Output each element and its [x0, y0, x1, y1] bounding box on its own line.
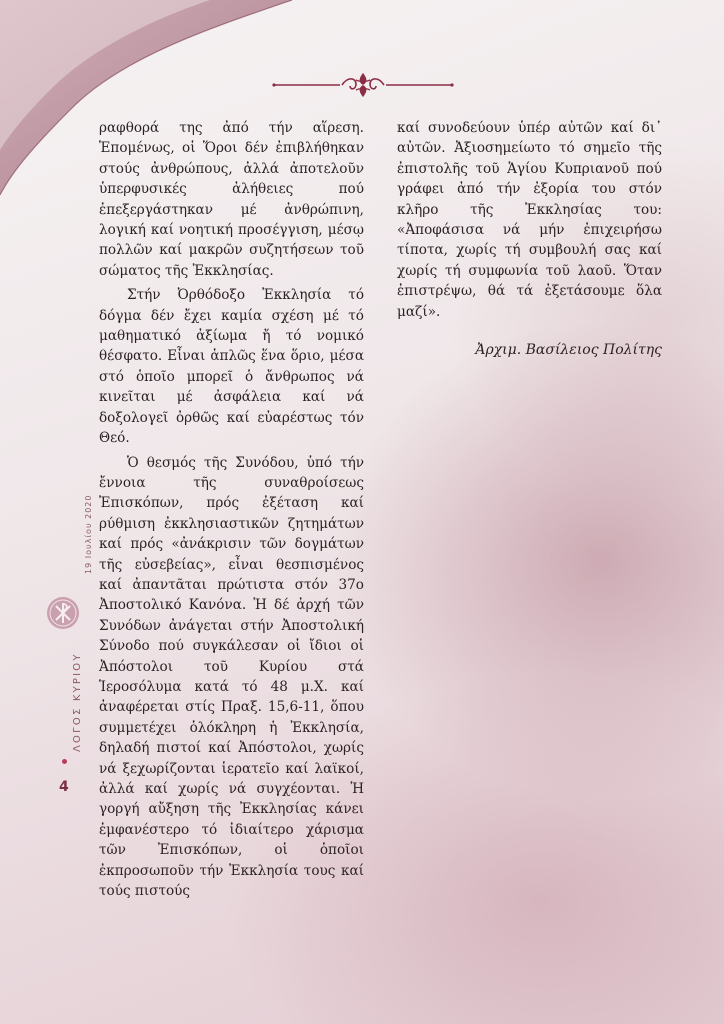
paragraph: Στήν Ὀρθόδοξο Ἐκκλησία τό δόγμα δέν ἔχει καμία σχέση μέ τό μαθηματικό ἀξίωμα ἤ τό νομικό θέσφατο. Εἶναι ἁπλῶς ἕνα ὅριο, μέσα στό ὁποῖο μπορεῖ ὁ ἄνθρωπος νά κινεῖται μέ ἀσφάλεια καί νά δοξολογεῖ ὀρθῶς καί εὐαρέστως τόν Θεό. [99, 287, 364, 447]
paragraph: καί συνοδεύουν ὑπέρ αὐτῶν καί δι᾽ αὐτῶν. Ἀξιοσημείωτο τό σημεῖο τῆς ἐπιστολῆς τοῦ Ἁγίου Κυπριανοῦ πού γράφει ἀπό τήν ἐξορία του στόν κλῆρο τῆς Ἐκκλησίας του: «Ἀποφάσισα νά μήν ἐπιχειρήσω τίποτα, χωρίς τή συμβουλή σας καί χωρίς τή συμφωνία τοῦ λαοῦ. Ὅταν ἐπιστρέψω, θά τά ἐξετάσουμε ὅλα μαζί». [397, 120, 662, 320]
chi-rho-seal-icon [46, 596, 80, 630]
page-sidebar [30, 470, 93, 810]
article-column-left [99, 118, 364, 901]
article-column-right [397, 118, 662, 360]
paragraph: ραφθορά της ἀπό τήν αἵρεση. Ἑπομένως, οἱ Ὅροι δέν ἐπιβλήθηκαν στούς ἀνθρώπους, ἀλλά ἀποτελοῦν ὑπερφυσικές ἀλήθειες πού ἐπεξεργάστηκαν μέ ἀνθρώπινη, λογική καί νοητική προσέγγιση, μέσῳ πολλῶν καί μακρῶν συζητήσεων τοῦ σώματος τῆς Ἐκκλησίας. [99, 120, 364, 279]
issue-date: 19 Ιουλίου 2020 [84, 494, 93, 574]
header-ornament [272, 70, 454, 100]
paragraph: Ὁ θεσμός τῆς Συνόδου, ὑπό τήν ἔννοια τῆς συναθροίσεως Ἐπισκόπων, πρός ἐξέταση καί ρύθμιση ἐκκλησιαστικῶν ζητημάτων καί πρός «ἀνάκρισιν τῶν δογμάτων τῆς εὐσεβείας», εἶναι θεσπισμένος καί ἀπαντᾶται πρώτιστα στόν 37ο Ἀποστολικό Κανόνα. Ἡ δέ ἀρχή τῶν Συνόδων ἀνάγεται στήν Ἀποστολική Σύνοδο πού συγκάλεσαν οἱ ἴδιοι οἱ Ἀπόστολοι τοῦ Κυρίου στά Ἱεροσόλυμα κατά τό 48 μ.Χ. καί ἀναφέρεται στίς Πραξ. 15,6-11, ὅπου συμμετέχει ὁλόκληρη ἡ Ἐκκλησία, δηλαδή πιστοί καί Ἀπόστολοι, χωρίς νά ξεχωρίζονται ἱερατεῖο καί λαϊκοί, ἀλλά καί χωρίς νά συγχέονται. Ἡ γοργή αὔξηση τῆς Ἐκκλησίας κάνει ἐμφανέστερο τό ἰδιαίτερο χάρισμα τῶν Ἐπισκόπων, οἱ ὁποῖοι ἐκπροσωποῦν τήν Ἐκκλησία τους καί τούς πιστούς [99, 454, 364, 900]
page-number: 4 [59, 779, 69, 795]
magazine-name: ΛΟΓΟΣ ΚΥΡΙΟΥ [72, 652, 83, 752]
separator-dot [61, 758, 68, 765]
author-signature: Ἀρχιμ. Βασίλειος Πολίτης [475, 342, 662, 359]
